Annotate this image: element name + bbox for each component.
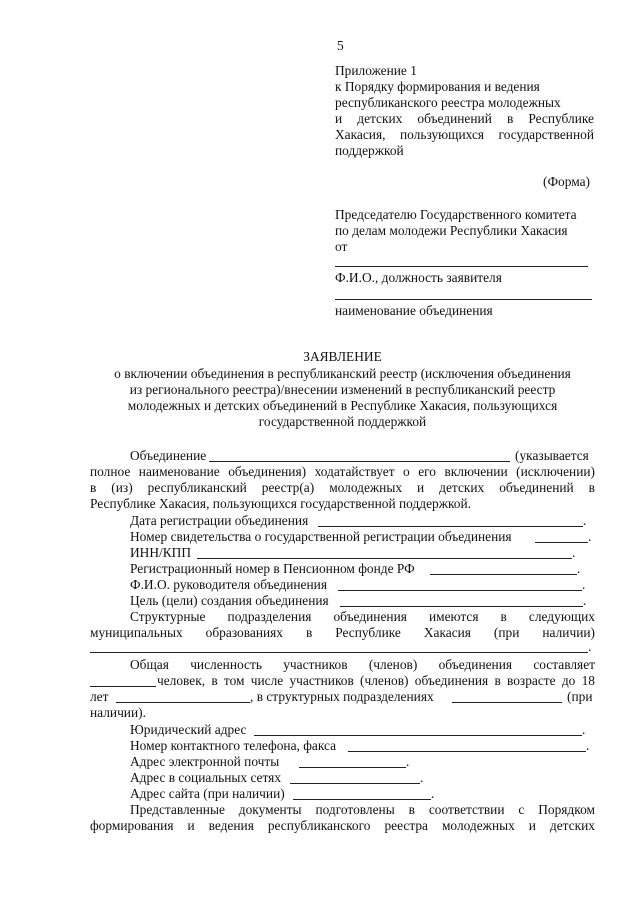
applicant-name-line[interactable] (335, 266, 588, 267)
organization-name-line[interactable] (335, 299, 592, 300)
heading-line: государственной поддержкой (258, 414, 427, 429)
period: . (582, 577, 586, 592)
heading-line: о включении объединения в республиканский реестр (исключения объединения (114, 366, 571, 381)
period: . (588, 529, 592, 544)
final-line: формирования и ведения республиканского реестра молодежных и детских (90, 818, 595, 833)
head-name-field[interactable] (338, 590, 582, 591)
org-label: Объединение (130, 448, 207, 463)
count-years: лет (90, 689, 109, 704)
heading-line: молодежных и детских объединений в Республике Хакасия, пользующихся (127, 398, 558, 413)
addressee-line: Председателю Государственного комитета (335, 207, 577, 222)
legal-address-label: Юридический адрес (130, 722, 247, 737)
site-label: Адрес сайта (при наличии) (130, 786, 285, 801)
addressee-line: по делам молодежи Республики Хакасия (335, 223, 568, 238)
final-line: Представленные документы подготовлены в соответствии с Порядком (130, 802, 595, 817)
appendix-line: поддержкой (335, 143, 404, 158)
period: . (431, 786, 435, 801)
period: . (420, 770, 424, 785)
period: . (406, 754, 410, 769)
period: . (572, 545, 576, 560)
branches-line: муниципальных образованиях в Республике Хакасия (при наличии) (90, 625, 595, 640)
count-total-field[interactable] (90, 686, 156, 687)
appendix-line: республиканского реестра молодежных (335, 95, 561, 110)
phone-field[interactable] (348, 751, 586, 752)
period: . (586, 738, 590, 753)
heading-line: из регионального реестра)/внесении изменений в республиканский реестр (129, 382, 556, 397)
social-field[interactable] (290, 783, 420, 784)
org-name-field[interactable] (209, 461, 510, 462)
legal-address-field[interactable] (254, 735, 582, 736)
cert-no-field[interactable] (535, 542, 588, 543)
site-field[interactable] (293, 799, 431, 800)
pension-label: Регистрационный номер в Пенсионном фонде РФ (130, 561, 415, 576)
applicant-caption: Ф.И.О., должность заявителя (335, 270, 502, 285)
pension-field[interactable] (430, 574, 577, 575)
organization-caption: наименование объединения (335, 303, 493, 318)
social-label: Адрес в социальных сетях (130, 770, 282, 785)
goal-label: Цель (цели) создания объединения (130, 593, 329, 608)
phone-label: Номер контактного телефона, факса (130, 738, 337, 753)
document-title: ЗАЯВЛЕНИЕ (303, 349, 382, 364)
count-branches: , в структурных подразделениях (250, 689, 434, 704)
goal-field[interactable] (340, 606, 583, 607)
period: . (583, 593, 587, 608)
page-number: 5 (337, 38, 344, 53)
count-under18-field[interactable] (116, 702, 250, 703)
period: . (583, 513, 587, 528)
inn-label: ИНН/КПП (130, 545, 192, 560)
body-line: полное наименование объединения) ходатайствует о его включении (исключении) (90, 464, 595, 479)
email-label: Адрес электронной почты (130, 754, 280, 769)
count-hint: (при (567, 689, 593, 704)
count-branches-field[interactable] (452, 702, 562, 703)
count-line: человек, в том числе участников (членов) объединения в возрасте до 18 (157, 673, 595, 688)
body-line: Республике Хакасия, пользующихся государственной поддержкой. (90, 496, 472, 511)
period: . (588, 639, 592, 654)
reg-date-field[interactable] (318, 526, 583, 527)
appendix-line: к Порядку формирования и ведения (335, 79, 540, 94)
head-name-label: Ф.И.О. руководителя объединения (130, 577, 327, 592)
addressee-from: от (335, 239, 348, 254)
count-line: Общая численность участников (членов) объединения составляет (130, 657, 595, 672)
period: . (577, 561, 581, 576)
reg-date-label: Дата регистрации объединения (130, 513, 309, 528)
appendix-line: и детских объединений в Республике (335, 111, 594, 126)
inn-field[interactable] (197, 558, 572, 559)
branches-field[interactable] (90, 652, 588, 653)
org-hint: (указывается (515, 448, 589, 463)
email-field[interactable] (299, 767, 406, 768)
cert-no-label: Номер свидетельства о государственной регистрации объединения (130, 529, 512, 544)
body-line: в (из) республиканский реестр(а) молодежных и детских объединений в (90, 480, 595, 495)
appendix-line: Хакасия, пользующихся государственной (335, 127, 594, 142)
count-hint-end: наличии). (90, 705, 146, 720)
appendix-title: Приложение 1 (335, 63, 417, 78)
period: . (582, 722, 586, 737)
form-mark: (Форма) (543, 174, 591, 189)
branches-line: Структурные подразделения объединения имеются в следующих (130, 609, 595, 624)
